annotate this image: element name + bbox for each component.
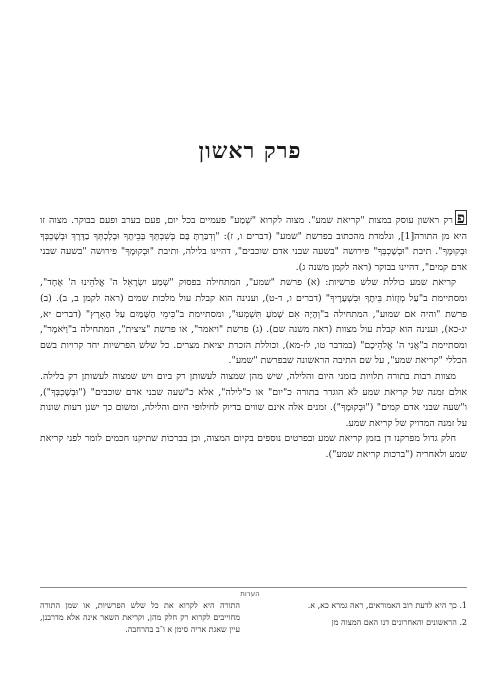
footnotes-right-column (267, 600, 467, 641)
chapter-title: פרק ראשון (198, 138, 302, 164)
footnotes-left-column (40, 600, 240, 641)
paragraph-1 (40, 210, 467, 275)
paragraph-2: קריאת שמע כוללת שלש פרשיות: (א) פרשת "שמע", המתחילה בפסוק "שְׁמַע יִשְׂרָאֵל ה' אֱלֹהֵינוּ ה' אֶחָד", ומסתיימת ב"עַל מְזֻזוֹת בֵּיתֶךָ וּבִשְׁעָרֶיךָ" (דברים ו, ד-ט), וענינה הוא קבלת עול מלכות שמים (ראה לקמן ב, ב). (ב) פרשת "והיה אם שמוע", המתחילה ב"וְהָיָה אִם שָׁמֹעַ תִּשְׁמְעוּ", ומסתיימת ב"כִּימֵי הַשָּׁמַיִם עַל הָאָרֶץ" (דברים יא, יג-כא), וענינה הוא קבלת עול מצוות (ראה משנה שם). (ג) פרשת "ויאמר", או פרשת "ציצית", המתחילה ב"וַיֹּאמֶר", ומסתיימת ב"אֲנִי ה' אֱלֹהֵיכֶם" (במדבר טו, לז-מא), וכוללת הזכרת יציאת מצרים. כל שלש הפרשיות יחד קרויות בשם הכללי "קריאת שמע", על שם התיבה הראשונה שבפרשת "שמע". (40, 277, 467, 367)
notes-heading (0, 581, 500, 600)
paragraph-3: מצוות רבות בתורה תלויות בזמני היום והלילה, שיש מהן שמצוה לעשותן רק ביום ויש שמצוה לעשותן רק בלילה. אולם זמנה של קריאת שמע לא הוגדר בתורה כ"יום" או כ"לילה", אלא כ"שעה שבני אדם שוכבים" ("וּבְשָׁכְבְּךָ"), ו"שעה שבני אדם קמים" ("וּבְקוּמֶךָ"). זמנים אלה אינם שווים בדיוק לחילופי היום והלילה, ומשום כך ישנן דעות שונות על זמנה המדויק של קריאת שמע. (40, 370, 467, 429)
chapter-heading (0, 138, 500, 164)
body-text (40, 210, 467, 463)
paragraph-4: חלק גדול מפרקנו דן בזמן קריאת שמע ובפרטים נוספים בקיום המצוה, וכן בברכות שתיקנו חכמים לומר לפני קריאת שמע ולאחריה ("ברכות קריאת שמע"). (40, 433, 467, 460)
paragraph-1-text: רק ראשון עוסק במצות "קריאת שמע". מצוה לקרוא "שְׁמַע" פעמיים בכל יום, פעם בערב ופעם בבוקר. מצוה זו היא מן התורה[1], ונלמדת מהכתוב בפרשת "שמע" (דברים ו, ז): "וְדִבַּרְתָּ בָּם בְּשִׁבְתְּךָ בְּבֵיתֶךָ וּבְלֶכְתְּךָ בַדֶּרֶךְ וּבְשָׁכְבְּךָ וּבְקוּמֶךָ". תיבת "וּבְשָׁכְבְּךָ" פירושה "בשעה שבני אדם שוכבים", דהיינו בלילה, ותיבת "וּבְקוּמֶךָ" פירושה "בשעה שבני אדם קמים", דהיינו בבוקר (ראה לקמן משנה ג). (40, 215, 467, 273)
notes-heading-label: הערות (234, 590, 265, 598)
footnote-2-continued: התורה היא לקרוא את כל שלש הפרשיות, או שמן התורה מחוייבים לקרוא רק חלק מהן, וקריאת השאר אינה אלא מדרבנן, עיין שאגת אריה סימן א ו־ב בהרחבה. (40, 601, 240, 634)
drop-cap-letter: פ (456, 209, 465, 227)
footnote-1: 1. כך היא לדעת רוב האמוראים, ראה גמרא כא, א. (307, 601, 467, 610)
footnotes (40, 600, 467, 641)
footnote-2: 2. הראשונים והאחרונים דנו האם המצוה מן (331, 618, 467, 627)
